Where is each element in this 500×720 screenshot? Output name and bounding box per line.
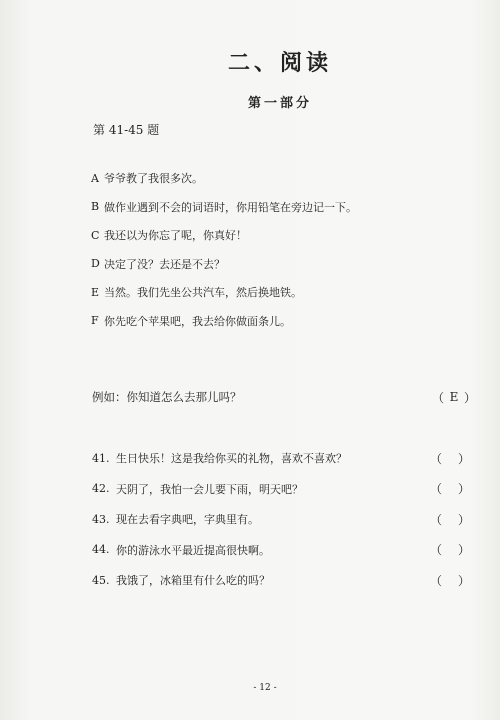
page-number: - 12 - xyxy=(253,683,277,693)
option-letter: C xyxy=(91,228,100,242)
example-answer-box xyxy=(432,389,476,406)
answer-options xyxy=(91,164,481,335)
option-a xyxy=(91,164,481,193)
paren-close: ） xyxy=(457,451,470,466)
question-list xyxy=(92,443,470,596)
option-b xyxy=(91,193,481,222)
option-letter: F xyxy=(91,314,99,328)
question-number: 43. xyxy=(92,512,110,526)
option-text: 当然。我们先坐公共汽车，然后换地铁。 xyxy=(104,286,302,300)
option-text: 你先吃个苹果吧，我去给你做面条儿。 xyxy=(104,314,291,328)
question-number: 42. xyxy=(92,482,110,496)
answer-blank[interactable] xyxy=(430,541,470,558)
option-letter: B xyxy=(91,200,100,214)
option-text: 我还以为你忘了呢，你真好！ xyxy=(104,229,247,243)
option-c xyxy=(91,221,481,250)
option-e xyxy=(91,278,481,307)
question-text: 你的游泳水平最近提高很快啊。 xyxy=(116,543,270,557)
question-43 xyxy=(92,504,470,535)
option-letter: E xyxy=(91,285,100,299)
option-d xyxy=(91,250,481,279)
example-row xyxy=(92,389,476,405)
section-title: 二、阅读 xyxy=(227,50,332,76)
question-text: 天阴了，我怕一会儿要下雨，明天吧？ xyxy=(116,482,303,496)
option-text: 决定了没？去还是不去？ xyxy=(104,257,225,271)
option-text: 爷爷教了我很多次。 xyxy=(104,172,203,186)
paren-open: （ xyxy=(430,451,443,466)
example-answer: E xyxy=(449,390,459,404)
option-letter: A xyxy=(91,171,99,185)
question-number: 45. xyxy=(92,573,110,587)
example-text: 你知道怎么去那儿吗？ xyxy=(126,390,242,404)
paren-open: （ xyxy=(430,482,443,497)
paren-close: ） xyxy=(457,573,470,588)
paren-close: ） xyxy=(457,543,470,558)
answer-blank[interactable] xyxy=(430,511,470,528)
paren-close: ） xyxy=(457,512,470,527)
question-41 xyxy=(92,443,470,474)
paren-close: ） xyxy=(463,390,476,405)
question-44 xyxy=(92,535,470,566)
question-text: 我饿了，冰箱里有什么吃的吗？ xyxy=(116,574,270,588)
question-45 xyxy=(92,565,470,596)
paren-open: （ xyxy=(432,390,445,405)
answer-blank[interactable] xyxy=(430,572,470,589)
option-text: 做作业遇到不会的词语时，你用铅笔在旁边记一下。 xyxy=(104,200,357,214)
paren-open: （ xyxy=(430,543,443,558)
question-text: 生日快乐！这是我给你买的礼物，喜欢不喜欢？ xyxy=(116,452,347,466)
answer-blank[interactable] xyxy=(430,480,470,497)
option-letter: D xyxy=(91,257,100,271)
option-f xyxy=(91,307,481,336)
paren-open: （ xyxy=(430,512,443,527)
question-number: 44. xyxy=(92,543,110,557)
example-question xyxy=(92,389,432,405)
question-number: 41. xyxy=(92,451,110,465)
question-range-title: 第 41-45 题 xyxy=(93,123,160,137)
question-text: 现在去看字典吧，字典里有。 xyxy=(116,513,259,527)
paren-close: ） xyxy=(457,482,470,497)
question-42 xyxy=(92,474,470,505)
answer-blank[interactable] xyxy=(430,450,470,467)
example-label: 例如： xyxy=(92,390,127,404)
paren-open: （ xyxy=(430,573,443,588)
part-title: 第一部分 xyxy=(247,96,312,111)
